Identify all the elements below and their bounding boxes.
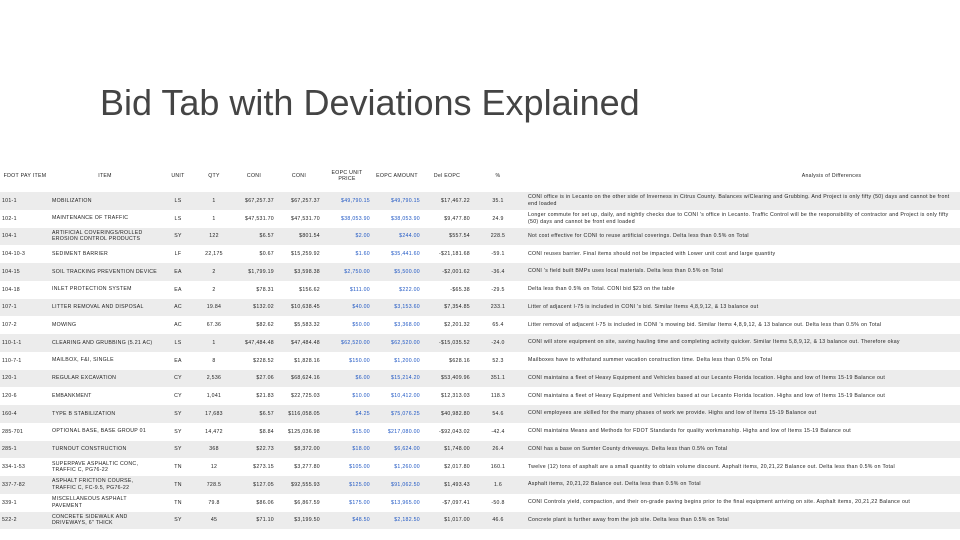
cell-pay-item: 337-7-82 bbox=[0, 476, 50, 494]
table-row bbox=[0, 512, 960, 530]
cell-eopc-amount: $91,062.50 bbox=[372, 476, 422, 494]
cell-unit: AC bbox=[160, 316, 196, 334]
cell-item: REGULAR EXCAVATION bbox=[50, 370, 160, 388]
cell-del-eopc: $628.16 bbox=[422, 352, 472, 370]
header-qty: QTY bbox=[208, 173, 220, 179]
cell-unit: SY bbox=[160, 441, 196, 459]
cell-item: TURNOUT CONSTRUCTION bbox=[50, 441, 160, 459]
header-row bbox=[0, 160, 960, 192]
header-eopc-amount: EOPC AMOUNT bbox=[376, 173, 418, 179]
cell-item: CONCRETE SIDEWALK AND DRIVEWAYS, 6" THICK bbox=[50, 512, 160, 530]
cell-item: OPTIONAL BASE, BASE GROUP 01 bbox=[50, 423, 160, 441]
cell-qty: 368 bbox=[196, 441, 232, 459]
cell-item: MAILBOX, F&I, SINGLE bbox=[50, 352, 160, 370]
cell-coni-unit: $27.06 bbox=[232, 370, 276, 388]
cell-analysis: Delta less than 0.5% on Total. CONI bid $23 on the table bbox=[524, 281, 960, 299]
cell-analysis: CONI maintains a fleet of Heavy Equipment and Vehicles based at our Lecanto Florida location. Highs and low of Items 15-19 Balance out bbox=[524, 370, 960, 388]
cell-analysis: Not cost effective for CONI to reuse artificial coverings. Delta less than 0.5% on Total bbox=[524, 228, 960, 246]
cell-del-eopc: $17,467.22 bbox=[422, 192, 472, 210]
cell-pay-item: 107-2 bbox=[0, 316, 50, 334]
cell-qty: 728.5 bbox=[196, 476, 232, 494]
bid-tab-table bbox=[0, 160, 960, 529]
cell-coni-unit: $21.83 bbox=[232, 387, 276, 405]
table-row bbox=[0, 458, 960, 476]
cell-eopc-unit-price: $1.60 bbox=[322, 245, 372, 263]
header-fdot-pay-item: FDOT PAY ITEM bbox=[3, 173, 47, 179]
cell-del-eopc: $53,409.96 bbox=[422, 370, 472, 388]
cell-analysis: CONI Controls yield, compaction, and their on-grade paving begins prior to the final equipment arriving on site. Asphalt items, 20,21,22 Balance out bbox=[524, 494, 960, 512]
cell-eopc-amount: $10,412.00 bbox=[372, 387, 422, 405]
cell-del-eopc: $1,493.43 bbox=[422, 476, 472, 494]
cell-del-eopc: $1,748.00 bbox=[422, 441, 472, 459]
cell-coni-total: $67,257.37 bbox=[276, 192, 322, 210]
cell-percent: 233.1 bbox=[472, 299, 524, 317]
cell-eopc-amount: $62,520.00 bbox=[372, 334, 422, 352]
table-row bbox=[0, 210, 960, 228]
cell-unit: SY bbox=[160, 512, 196, 530]
cell-qty: 79.8 bbox=[196, 494, 232, 512]
cell-unit: EA bbox=[160, 352, 196, 370]
cell-unit: TN bbox=[160, 458, 196, 476]
table-row bbox=[0, 281, 960, 299]
cell-del-eopc: $1,017.00 bbox=[422, 512, 472, 530]
cell-coni-total: $801.54 bbox=[276, 228, 322, 246]
cell-unit: EA bbox=[160, 281, 196, 299]
cell-coni-unit: $127.05 bbox=[232, 476, 276, 494]
cell-pay-item: 339-1 bbox=[0, 494, 50, 512]
cell-coni-total: $15,259.92 bbox=[276, 245, 322, 263]
cell-item: SOIL TRACKING PREVENTION DEVICE bbox=[50, 263, 160, 281]
cell-coni-unit: $6.57 bbox=[232, 405, 276, 423]
cell-percent: -29.5 bbox=[472, 281, 524, 299]
cell-pay-item: 285-1 bbox=[0, 441, 50, 459]
cell-item: MISCELLANEOUS ASPHALT PAVEMENT bbox=[50, 494, 160, 512]
cell-percent: 65.4 bbox=[472, 316, 524, 334]
cell-eopc-unit-price: $50.00 bbox=[322, 316, 372, 334]
cell-percent: 160.1 bbox=[472, 458, 524, 476]
cell-del-eopc: -$7,097.41 bbox=[422, 494, 472, 512]
cell-pay-item: 160-4 bbox=[0, 405, 50, 423]
cell-qty: 1 bbox=[196, 334, 232, 352]
cell-analysis: Asphalt items, 20,21,22 Balance out. Delta less than 0.5% on Total bbox=[524, 476, 960, 494]
cell-percent: 118.3 bbox=[472, 387, 524, 405]
cell-item: MOBILIZATION bbox=[50, 192, 160, 210]
cell-eopc-unit-price: $49,790.15 bbox=[322, 192, 372, 210]
cell-unit: AC bbox=[160, 299, 196, 317]
cell-eopc-unit-price: $18.00 bbox=[322, 441, 372, 459]
cell-coni-total: $22,725.03 bbox=[276, 387, 322, 405]
cell-coni-total: $10,638.45 bbox=[276, 299, 322, 317]
cell-percent: -50.8 bbox=[472, 494, 524, 512]
cell-del-eopc: -$65.38 bbox=[422, 281, 472, 299]
table-row bbox=[0, 352, 960, 370]
header-item: ITEM bbox=[98, 173, 112, 179]
cell-pay-item: 334-1-53 bbox=[0, 458, 50, 476]
cell-qty: 19.84 bbox=[196, 299, 232, 317]
cell-coni-unit: $47,484.48 bbox=[232, 334, 276, 352]
cell-eopc-amount: $38,053.90 bbox=[372, 210, 422, 228]
cell-pay-item: 120-6 bbox=[0, 387, 50, 405]
cell-pay-item: 101-1 bbox=[0, 192, 50, 210]
cell-coni-total: $156.62 bbox=[276, 281, 322, 299]
cell-item: INLET PROTECTION SYSTEM bbox=[50, 281, 160, 299]
cell-coni-unit: $6.57 bbox=[232, 228, 276, 246]
cell-analysis: Litter of adjacent I-75 is included in CONI 's bid. Similar Items 4,8,9,12, & 13 balance out bbox=[524, 299, 960, 317]
cell-pay-item: 522-2 bbox=[0, 512, 50, 530]
cell-percent: 35.1 bbox=[472, 192, 524, 210]
cell-qty: 12 bbox=[196, 458, 232, 476]
cell-percent: 54.6 bbox=[472, 405, 524, 423]
cell-coni-unit: $228.52 bbox=[232, 352, 276, 370]
cell-qty: 2,536 bbox=[196, 370, 232, 388]
cell-analysis: CONI maintains a fleet of Heavy Equipment and Vehicles based at our Lecanto Florida location. Highs and low of Items 15-19 Balance out bbox=[524, 387, 960, 405]
cell-item: SEDIMENT BARRIER bbox=[50, 245, 160, 263]
cell-unit: SY bbox=[160, 228, 196, 246]
cell-eopc-amount: $3,153.60 bbox=[372, 299, 422, 317]
cell-qty: 8 bbox=[196, 352, 232, 370]
header-analysis: Analysis of Differences bbox=[801, 173, 862, 179]
cell-unit: CY bbox=[160, 387, 196, 405]
cell-eopc-unit-price: $10.00 bbox=[322, 387, 372, 405]
cell-coni-unit: $82.62 bbox=[232, 316, 276, 334]
cell-unit: LS bbox=[160, 210, 196, 228]
cell-percent: -42.4 bbox=[472, 423, 524, 441]
cell-pay-item: 102-1 bbox=[0, 210, 50, 228]
header-coni-unit: CONI bbox=[246, 173, 262, 179]
cell-unit: EA bbox=[160, 263, 196, 281]
cell-del-eopc: $2,017.80 bbox=[422, 458, 472, 476]
cell-analysis: CONI 's field built BMPs uses local materials. Delta less than 0.5% on Total bbox=[524, 263, 960, 281]
table-row bbox=[0, 441, 960, 459]
cell-coni-total: $3,598.38 bbox=[276, 263, 322, 281]
cell-percent: 46.6 bbox=[472, 512, 524, 530]
cell-eopc-amount: $222.00 bbox=[372, 281, 422, 299]
cell-del-eopc: $2,201.32 bbox=[422, 316, 472, 334]
cell-eopc-unit-price: $15.00 bbox=[322, 423, 372, 441]
cell-qty: 1 bbox=[196, 210, 232, 228]
cell-qty: 2 bbox=[196, 263, 232, 281]
cell-coni-total: $8,372.00 bbox=[276, 441, 322, 459]
cell-del-eopc: $40,982.80 bbox=[422, 405, 472, 423]
cell-item: SUPERPAVE ASPHALTIC CONC, TRAFFIC C, PG76-22 bbox=[50, 458, 160, 476]
cell-pay-item: 120-1 bbox=[0, 370, 50, 388]
cell-del-eopc: -$21,181.68 bbox=[422, 245, 472, 263]
table-row bbox=[0, 316, 960, 334]
cell-eopc-unit-price: $48.50 bbox=[322, 512, 372, 530]
cell-qty: 45 bbox=[196, 512, 232, 530]
cell-percent: -24.0 bbox=[472, 334, 524, 352]
cell-item: TYPE B STABILIZATION bbox=[50, 405, 160, 423]
cell-item: CLEARING AND GRUBBING (5.21 AC) bbox=[50, 334, 160, 352]
cell-eopc-unit-price: $175.00 bbox=[322, 494, 372, 512]
cell-eopc-amount: $217,080.00 bbox=[372, 423, 422, 441]
cell-percent: 1.6 bbox=[472, 476, 524, 494]
table-row bbox=[0, 405, 960, 423]
table-row bbox=[0, 299, 960, 317]
cell-item: MAINTENANCE OF TRAFFIC bbox=[50, 210, 160, 228]
cell-coni-total: $92,555.93 bbox=[276, 476, 322, 494]
cell-item: MOWING bbox=[50, 316, 160, 334]
cell-analysis: CONI employees are skilled for the many phases of work we provide. Highs and low of Items 15-19 Balance out bbox=[524, 405, 960, 423]
cell-eopc-unit-price: $125.00 bbox=[322, 476, 372, 494]
cell-unit: LS bbox=[160, 192, 196, 210]
header-unit: UNIT bbox=[171, 173, 185, 179]
cell-del-eopc: $9,477.80 bbox=[422, 210, 472, 228]
cell-pay-item: 104-15 bbox=[0, 263, 50, 281]
table-row bbox=[0, 423, 960, 441]
cell-coni-unit: $132.02 bbox=[232, 299, 276, 317]
cell-pay-item: 104-1 bbox=[0, 228, 50, 246]
cell-eopc-amount: $3,368.00 bbox=[372, 316, 422, 334]
cell-eopc-unit-price: $38,053.90 bbox=[322, 210, 372, 228]
cell-pay-item: 107-1 bbox=[0, 299, 50, 317]
cell-eopc-unit-price: $6.00 bbox=[322, 370, 372, 388]
cell-analysis: Twelve (12) tons of asphalt are a small quantity to obtain volume discount. Asphalt items, 20,21,22 Balance out. Delta less than 0.5% on Total bbox=[524, 458, 960, 476]
cell-coni-total: $125,036.98 bbox=[276, 423, 322, 441]
cell-analysis: CONI has a base on Sumter County driveways. Delta less than 0.5% on Total bbox=[524, 441, 960, 459]
cell-coni-total: $47,484.48 bbox=[276, 334, 322, 352]
cell-eopc-amount: $5,500.00 bbox=[372, 263, 422, 281]
cell-unit: SY bbox=[160, 423, 196, 441]
cell-del-eopc: $557.54 bbox=[422, 228, 472, 246]
cell-percent: 228.5 bbox=[472, 228, 524, 246]
cell-analysis: Mailboxes have to withstand summer vacation construction time. Delta less than 0.5% on Total bbox=[524, 352, 960, 370]
table-row bbox=[0, 245, 960, 263]
cell-qty: 17,683 bbox=[196, 405, 232, 423]
cell-coni-unit: $67,257.37 bbox=[232, 192, 276, 210]
cell-qty: 22,175 bbox=[196, 245, 232, 263]
cell-coni-total: $47,531.70 bbox=[276, 210, 322, 228]
cell-pay-item: 110-7-1 bbox=[0, 352, 50, 370]
cell-pay-item: 104-18 bbox=[0, 281, 50, 299]
cell-eopc-unit-price: $40.00 bbox=[322, 299, 372, 317]
cell-percent: 52.3 bbox=[472, 352, 524, 370]
header-del-eopc: Del EOPC bbox=[433, 173, 461, 179]
header-eopc-unit-price: EOPC UNIT PRICE bbox=[331, 170, 363, 182]
cell-eopc-unit-price: $4.25 bbox=[322, 405, 372, 423]
table-row bbox=[0, 334, 960, 352]
cell-del-eopc: -$2,001.62 bbox=[422, 263, 472, 281]
cell-percent: 24.9 bbox=[472, 210, 524, 228]
cell-coni-total: $5,583.32 bbox=[276, 316, 322, 334]
cell-qty: 1,041 bbox=[196, 387, 232, 405]
table-row bbox=[0, 370, 960, 388]
cell-unit: SY bbox=[160, 405, 196, 423]
cell-coni-unit: $47,531.70 bbox=[232, 210, 276, 228]
cell-del-eopc: -$92,043.02 bbox=[422, 423, 472, 441]
table-row bbox=[0, 494, 960, 512]
cell-eopc-unit-price: $111.00 bbox=[322, 281, 372, 299]
cell-coni-total: $3,199.50 bbox=[276, 512, 322, 530]
cell-percent: 26.4 bbox=[472, 441, 524, 459]
cell-qty: 67.36 bbox=[196, 316, 232, 334]
cell-coni-total: $3,277.80 bbox=[276, 458, 322, 476]
cell-pay-item: 104-10-3 bbox=[0, 245, 50, 263]
cell-eopc-unit-price: $2.00 bbox=[322, 228, 372, 246]
cell-coni-unit: $78.31 bbox=[232, 281, 276, 299]
cell-del-eopc: -$15,035.52 bbox=[422, 334, 472, 352]
cell-pay-item: 285-701 bbox=[0, 423, 50, 441]
cell-analysis: CONI will store equipment on site, saving hauling time and completing activity quicker. Similar Items 5,8,9,12, & 13 balance out. Therefore okay bbox=[524, 334, 960, 352]
cell-eopc-unit-price: $62,520.00 bbox=[322, 334, 372, 352]
cell-eopc-amount: $49,790.15 bbox=[372, 192, 422, 210]
cell-analysis: CONI office is in Lecanto on the other side of Inverness in Citrus County. Balances w/Clearing and Grubbing. And Project is only fifty (50) days and cannot be front end loaded bbox=[524, 192, 960, 210]
cell-coni-total: $68,624.16 bbox=[276, 370, 322, 388]
cell-unit: TN bbox=[160, 494, 196, 512]
cell-eopc-amount: $75,076.25 bbox=[372, 405, 422, 423]
cell-eopc-amount: $244.00 bbox=[372, 228, 422, 246]
cell-qty: 14,472 bbox=[196, 423, 232, 441]
cell-percent: -36.4 bbox=[472, 263, 524, 281]
cell-analysis: CONI maintains Means and Methods for FDOT Standards for quality workmanship. Highs and low of Items 15-19 Balance out bbox=[524, 423, 960, 441]
cell-eopc-unit-price: $2,750.00 bbox=[322, 263, 372, 281]
cell-coni-unit: $8.84 bbox=[232, 423, 276, 441]
cell-item: ASPHALT FRICTION COURSE, TRAFFIC C, FC-9.5, PG76-22 bbox=[50, 476, 160, 494]
cell-qty: 1 bbox=[196, 192, 232, 210]
cell-coni-total: $1,828.16 bbox=[276, 352, 322, 370]
cell-coni-unit: $0.67 bbox=[232, 245, 276, 263]
cell-eopc-unit-price: $105.00 bbox=[322, 458, 372, 476]
cell-coni-total: $116,058.05 bbox=[276, 405, 322, 423]
cell-item: LITTER REMOVAL AND DISPOSAL bbox=[50, 299, 160, 317]
page-title: Bid Tab with Deviations Explained bbox=[100, 82, 640, 123]
cell-item: ARTIFICIAL COVERINGS/ROLLED EROSION CONTROL PRODUCTS bbox=[50, 228, 160, 246]
cell-analysis: Litter removal of adjacent I-75 is included in CONI 's mowing bid. Similar Items 4,8,9,12, & 13 balance out. Delta less than 0.5% on Total bbox=[524, 316, 960, 334]
cell-analysis: Concrete plant is further away from the job site. Delta less than 0.5% on Total bbox=[524, 512, 960, 530]
cell-del-eopc: $12,313.03 bbox=[422, 387, 472, 405]
cell-pay-item: 110-1-1 bbox=[0, 334, 50, 352]
cell-analysis: CONI reuses barrier. Final items should not be impacted with Lower unit cost and large quantity bbox=[524, 245, 960, 263]
table-row bbox=[0, 387, 960, 405]
cell-eopc-amount: $1,260.00 bbox=[372, 458, 422, 476]
cell-unit: LS bbox=[160, 334, 196, 352]
table-row bbox=[0, 228, 960, 246]
cell-coni-unit: $86.06 bbox=[232, 494, 276, 512]
table-row bbox=[0, 476, 960, 494]
cell-del-eopc: $7,354.85 bbox=[422, 299, 472, 317]
cell-coni-unit: $1,799.19 bbox=[232, 263, 276, 281]
cell-coni-unit: $273.15 bbox=[232, 458, 276, 476]
table-row bbox=[0, 192, 960, 210]
cell-eopc-amount: $13,965.00 bbox=[372, 494, 422, 512]
cell-eopc-amount: $2,182.50 bbox=[372, 512, 422, 530]
cell-coni-total: $6,867.59 bbox=[276, 494, 322, 512]
cell-percent: 351.1 bbox=[472, 370, 524, 388]
cell-analysis: Longer commute for set up, daily, and nightly checks due to CONI 's office in Lecanto. Traffic Control will be the responsibility of contractor and Project is only fifty (50) days and cannot be front end loaded bbox=[524, 210, 960, 228]
cell-unit: CY bbox=[160, 370, 196, 388]
cell-qty: 2 bbox=[196, 281, 232, 299]
cell-unit: TN bbox=[160, 476, 196, 494]
cell-eopc-amount: $1,200.00 bbox=[372, 352, 422, 370]
cell-percent: -59.1 bbox=[472, 245, 524, 263]
header-percent: % bbox=[495, 173, 501, 179]
cell-qty: 122 bbox=[196, 228, 232, 246]
cell-coni-unit: $22.73 bbox=[232, 441, 276, 459]
cell-eopc-amount: $15,214.20 bbox=[372, 370, 422, 388]
cell-eopc-amount: $35,441.60 bbox=[372, 245, 422, 263]
cell-eopc-amount: $6,624.00 bbox=[372, 441, 422, 459]
cell-coni-unit: $71.10 bbox=[232, 512, 276, 530]
header-coni-total: CONI bbox=[291, 173, 307, 179]
cell-eopc-unit-price: $150.00 bbox=[322, 352, 372, 370]
cell-unit: LF bbox=[160, 245, 196, 263]
table-row bbox=[0, 263, 960, 281]
cell-item: EMBANKMENT bbox=[50, 387, 160, 405]
